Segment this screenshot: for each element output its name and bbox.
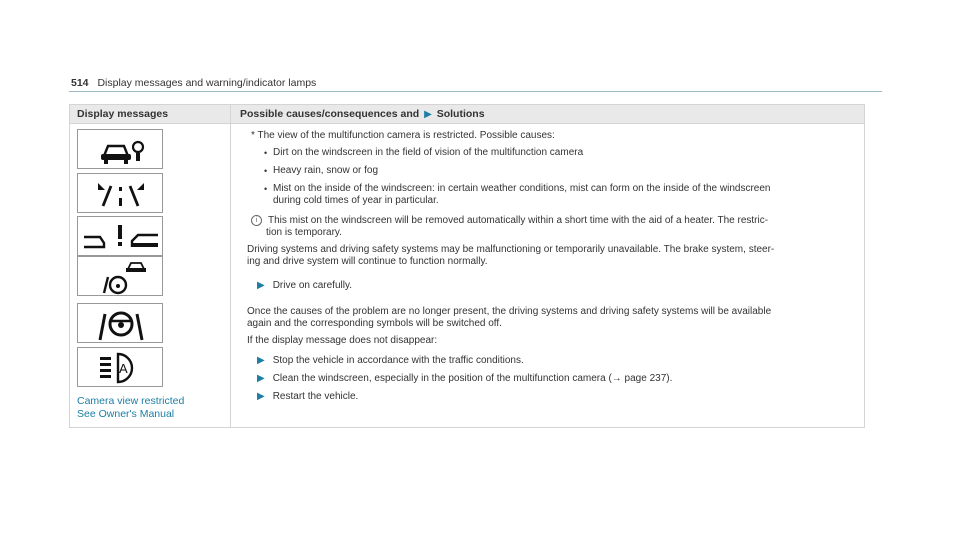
cause-item-continued: during cold times of year in particular. bbox=[273, 195, 439, 206]
action-drive-carefully bbox=[257, 280, 869, 292]
lane-markings-icon bbox=[77, 173, 163, 213]
note-line-1 bbox=[251, 215, 863, 227]
once-line-2: again and the corresponding symbols will be switched off. bbox=[247, 318, 502, 329]
column-divider bbox=[230, 105, 231, 427]
info-icon: i bbox=[251, 215, 262, 226]
col-header-solutions bbox=[240, 108, 485, 120]
headlamp-auto-icon bbox=[77, 347, 163, 387]
action-text: Restart the vehicle. bbox=[272, 391, 359, 402]
action-arrow-icon: ▶ bbox=[257, 391, 265, 402]
action-restart-vehicle bbox=[257, 391, 869, 403]
message-line-2: See Owner's Manual bbox=[77, 408, 175, 420]
display-message-table bbox=[69, 104, 865, 428]
note-line-2: tion is temporary. bbox=[266, 227, 342, 238]
bullet: • bbox=[264, 184, 268, 194]
col-header-display-messages: Display messages bbox=[77, 108, 169, 120]
page-number: 514 bbox=[71, 77, 89, 89]
if-persists: If the display message does not disappear: bbox=[247, 335, 438, 346]
consequence-line-1: Driving systems and driving safety systems may be malfunctioning or temporarily unavailable. The brake system, steer- bbox=[247, 244, 775, 255]
steering-assist-icon bbox=[77, 303, 163, 343]
col2-suffix: Solutions bbox=[436, 108, 485, 120]
cause-item: Heavy rain, snow or fog bbox=[273, 165, 379, 176]
steering-wheel-car-icon bbox=[77, 256, 163, 296]
cause-item: Mist on the inside of the windscreen: in certain weather conditions, mist can form on the inside of the windscreen bbox=[273, 183, 771, 194]
action-arrow-icon: ▶ bbox=[257, 280, 265, 291]
action-text: Clean the windscreen, especially in the position of the multifunction camera (→ page 237). bbox=[272, 373, 673, 384]
solution-arrow-icon: ▶ bbox=[424, 109, 432, 120]
note-text-1: This mist on the windscreen will be removed automatically within a short time with the aid of a heater. The restric- bbox=[268, 215, 769, 226]
action-text: Stop the vehicle in accordance with the traffic conditions. bbox=[272, 355, 524, 366]
bullet: • bbox=[264, 148, 268, 158]
action-text: Drive on carefully. bbox=[272, 280, 352, 291]
once-line-1: Once the causes of the problem are no longer present, the driving systems and driving safety systems will be available bbox=[247, 306, 772, 317]
consequence-line-2: ing and drive system will continue to function normally. bbox=[247, 256, 488, 267]
action-arrow-icon: ▶ bbox=[257, 373, 265, 384]
action-clean-windscreen bbox=[257, 373, 869, 385]
col2-prefix: Possible causes/consequences and bbox=[240, 108, 420, 120]
camera-car-icon bbox=[77, 129, 163, 169]
message-line-1: Camera view restricted bbox=[77, 395, 185, 407]
table-header bbox=[70, 105, 864, 124]
action-stop-vehicle bbox=[257, 355, 869, 367]
header-rule bbox=[69, 91, 882, 92]
bullet: • bbox=[264, 166, 268, 176]
page-title: Display messages and warning/indicator lamps bbox=[97, 77, 317, 89]
cause-item: Dirt on the windscreen in the field of vision of the multifunction camera bbox=[273, 147, 584, 158]
distance-warning-icon bbox=[77, 216, 163, 256]
svg-text:A: A bbox=[119, 361, 128, 376]
intro-text: * The view of the multifunction camera is restricted. Possible causes: bbox=[251, 130, 555, 141]
page-header bbox=[71, 77, 316, 89]
action-arrow-icon: ▶ bbox=[257, 355, 265, 366]
